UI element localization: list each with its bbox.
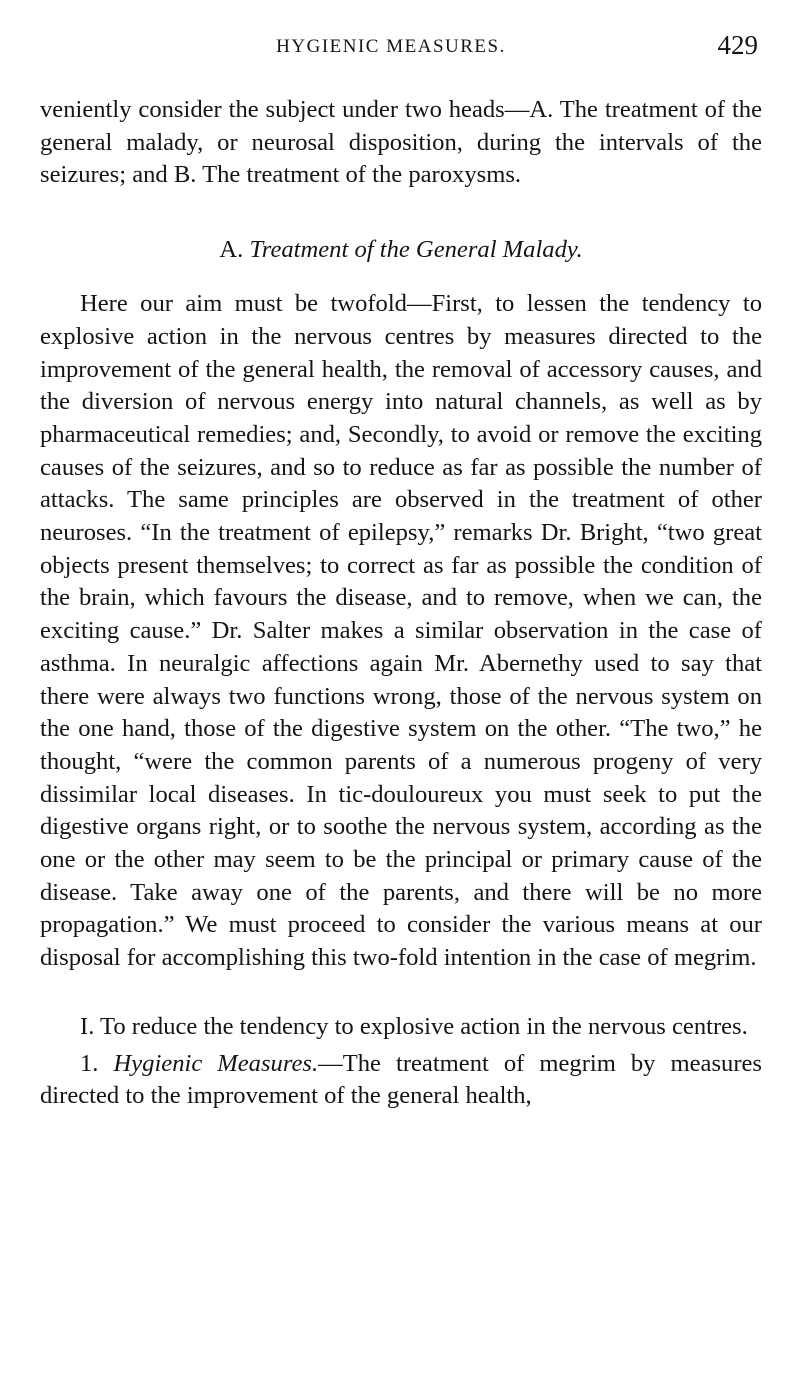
section-heading bbox=[40, 236, 762, 264]
paragraph-subheading-i: I. To reduce the tendency to explosive action in the nervous centres. bbox=[80, 1012, 748, 1040]
paragraph-hygienic-measures bbox=[40, 1048, 762, 1113]
subsection-number: 1. bbox=[80, 1049, 99, 1077]
running-head bbox=[40, 0, 762, 68]
subsection-title: Hygienic Measures. bbox=[113, 1049, 319, 1077]
paragraph-aims: Here our aim must be twofold—First, to lessen the tendency to explosive action in the nervous centres by measures directed to the improvement of the general health, the removal of accessory causes, and the diversion of nervous energy into natural channels, as well as by pharmaceutical remedies; and, Secondly, to avoid or remove the exciting causes of the seizures, and so to reduce as far as possible the number of attacks. The same principles are observed in the treatment of other neuroses. “In the treatment of epilepsy,” remarks Dr. Bright, “two great objects present themselves; to correct as far as possible the condition of the brain, which favours the disease, and to remove, when we can, the exciting cause.” Dr. Salter makes a similar observation in the case of asthma. In neuralgic affections again Mr. Abernethy used to say that there were always two functions wrong, those of the nervous system on the one hand, those of the digestive system on the other. “The two,” he thought, “were the common parents of a numerous progeny of very dissimilar local diseases. In tic-douloureux you must seek to put the digestive organs right, or to soothe the nervous system, according as the one or the other may seem to be the principal or primary cause of the disease. Take away one of the parents, and there will be no more propagation.” We must proceed to consider the various means at our disposal for accomplishing this two-fold intention in the case of megrim. bbox=[40, 290, 762, 972]
page-number: 429 bbox=[717, 30, 758, 60]
section-heading-letter: A. bbox=[219, 236, 244, 264]
subsection-text: —The treatment of megrim by measures directed to the improvement of the general health, bbox=[40, 1049, 762, 1110]
book-page bbox=[40, 0, 762, 1113]
section-heading-title: Treatment of the General Malady. bbox=[249, 236, 583, 264]
running-title: HYGIENIC MEASURES. bbox=[276, 36, 506, 57]
paragraph-continuation: veniently consider the subject under two heads—A. The treatment of the general malady, or neurosal disposition, during the intervals of the seizures; and B. The treatment of the paroxysms. bbox=[40, 96, 762, 189]
